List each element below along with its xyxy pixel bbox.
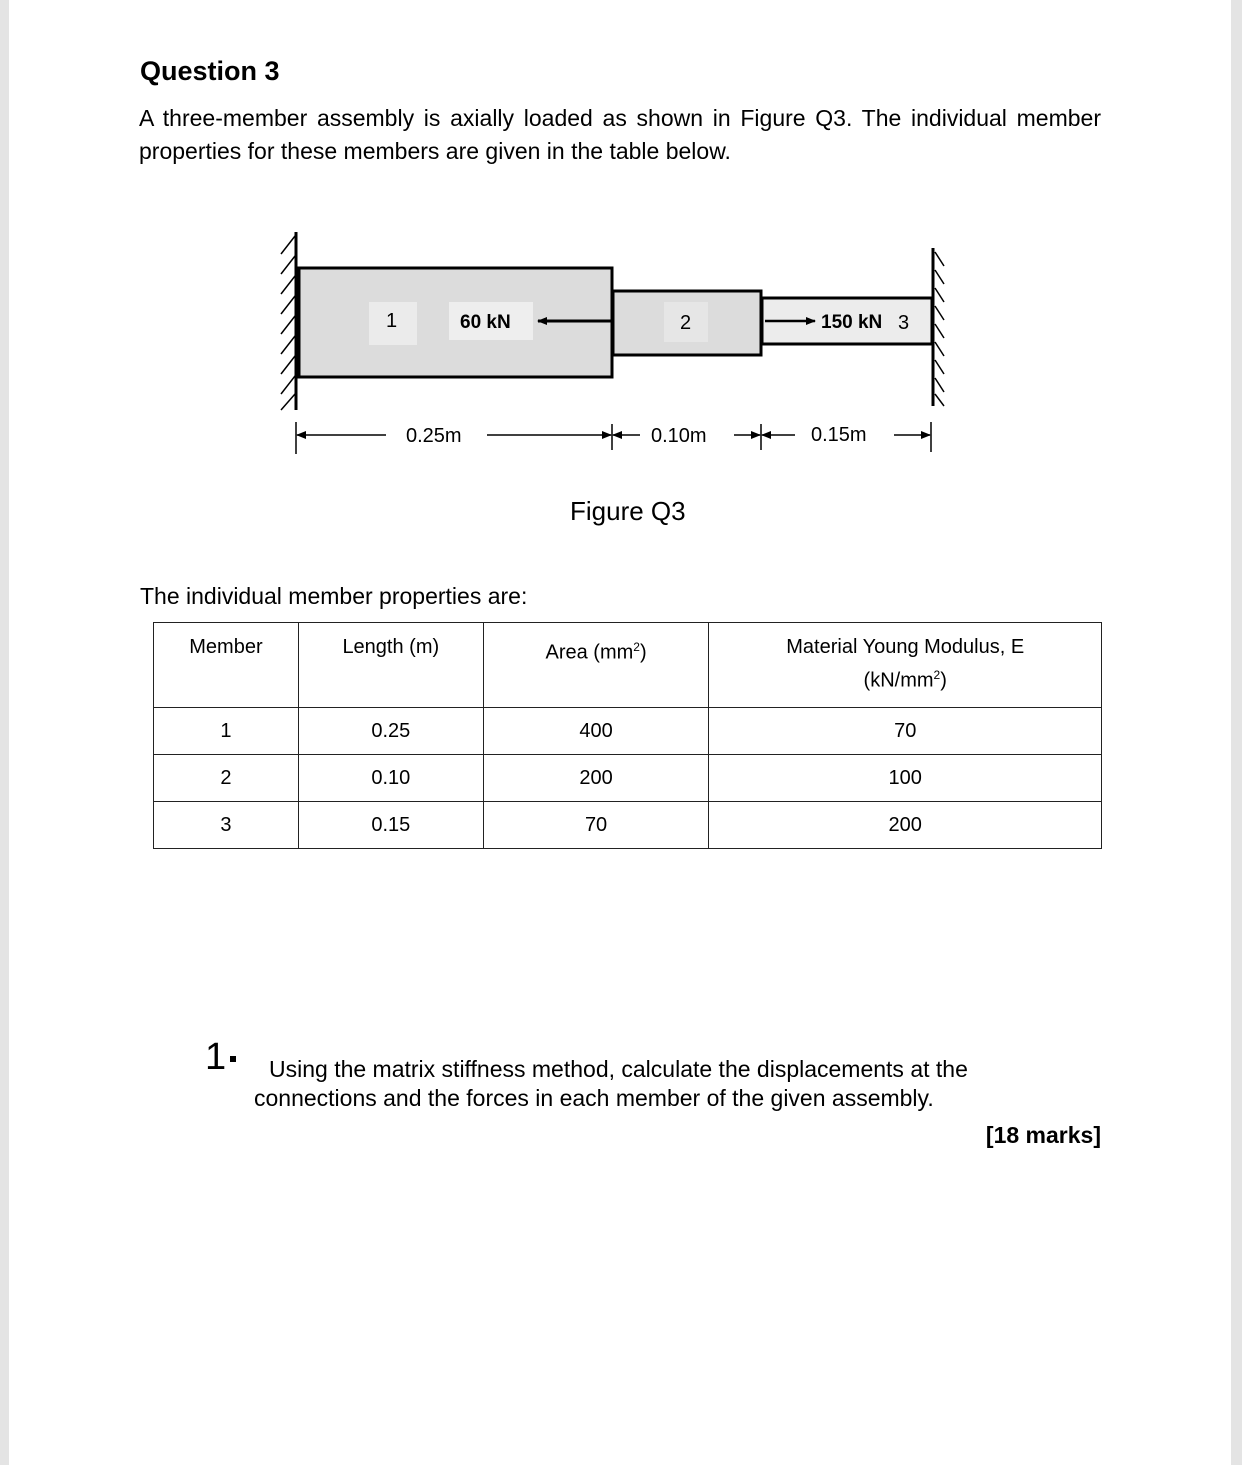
- dimension-member-1: 0.25m: [406, 425, 462, 447]
- left-wall-support: [281, 232, 296, 410]
- table-row: [154, 802, 1102, 849]
- member-3-label: 3: [898, 312, 910, 334]
- member-properties-table: [153, 622, 1102, 849]
- task-number: 1: [205, 1036, 236, 1079]
- task-line-1: Using the matrix stiffness method, calculate the displacements at the: [269, 1056, 968, 1082]
- cell-area: 70: [483, 802, 709, 849]
- cell-length: 0.10: [298, 755, 483, 802]
- header-length: Length (m): [298, 623, 483, 708]
- cell-length: 0.25: [298, 708, 483, 755]
- load-150kn-label: 150 kN: [821, 312, 883, 333]
- cell-member: 1: [154, 708, 299, 755]
- assembly-diagram: [0, 0, 1242, 560]
- header-modulus: Material Young Modulus, E $(kN/mm^2)$: [709, 623, 1102, 708]
- figure-caption: Figure Q3: [570, 496, 686, 526]
- question-title: Question 3: [140, 56, 280, 86]
- table-row: [154, 708, 1102, 755]
- table-row: [154, 755, 1102, 802]
- cell-area: 200: [483, 755, 709, 802]
- cell-area: 400: [483, 708, 709, 755]
- question-intro: A three-member assembly is axially loaded as shown in Figure Q3. The individual member properties for these members are given in the table below.: [139, 105, 1101, 164]
- properties-intro: The individual member properties are:: [140, 583, 528, 609]
- dimension-member-3: 0.15m: [811, 424, 867, 446]
- right-wall-support: [933, 248, 944, 406]
- header-member: Member: [154, 623, 299, 708]
- marks-label: [18 marks]: [985, 1122, 1101, 1148]
- figure-q3: [0, 0, 1242, 560]
- load-60kn-label: 60 kN: [460, 312, 511, 333]
- cell-member: 2: [154, 755, 299, 802]
- cell-member: 3: [154, 802, 299, 849]
- cell-length: 0.15: [298, 802, 483, 849]
- member-1-label: 1: [386, 310, 398, 332]
- cell-modulus: 200: [709, 802, 1102, 849]
- header-area: Area $(mm^2)$: [483, 623, 709, 708]
- task-line-2: connections and the forces in each member of the given assembly.: [254, 1085, 934, 1111]
- cell-modulus: 70: [709, 708, 1102, 755]
- member-2-label: 2: [680, 312, 692, 334]
- table-header-row: [154, 623, 1102, 708]
- dimension-member-2: 0.10m: [651, 425, 707, 447]
- cell-modulus: 100: [709, 755, 1102, 802]
- task-text: [254, 1055, 1074, 1113]
